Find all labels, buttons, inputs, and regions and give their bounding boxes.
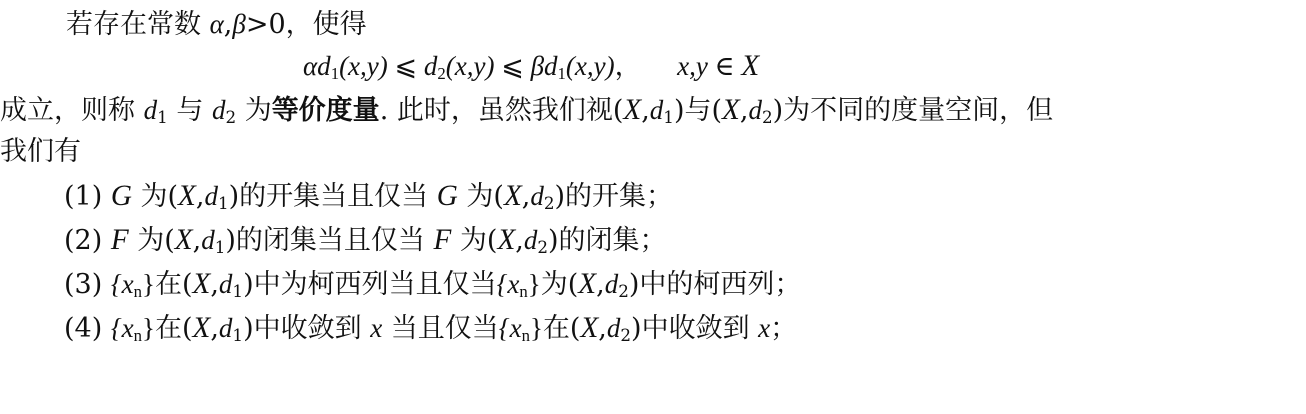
subscript: 1	[232, 281, 244, 302]
list-item	[64, 220, 667, 261]
set-X: X	[174, 224, 193, 256]
display-formula	[303, 46, 759, 86]
intro-prefix: 若存在常数	[66, 9, 201, 40]
subscript: 2	[437, 64, 446, 84]
comma: ,	[195, 181, 205, 212]
metric-d: d	[604, 269, 619, 299]
subscript: n	[133, 282, 142, 302]
item-text: 为(	[466, 181, 504, 212]
comma: ,	[192, 225, 202, 256]
limit-x: x	[370, 313, 383, 343]
subscript: 2	[543, 193, 555, 214]
le-symbol: ⩽	[501, 51, 524, 81]
definition-line-cont	[0, 132, 81, 172]
formula-args: (x,y)	[339, 51, 388, 81]
item-text: )中收敛到	[243, 313, 362, 344]
element-of-symbol: ∈	[714, 51, 735, 81]
subscript: 1	[217, 193, 229, 214]
subscript: 1	[214, 237, 226, 258]
subscript: n	[521, 326, 530, 346]
subscript: 2	[620, 325, 632, 346]
subscript: n	[133, 326, 142, 346]
quantified-vars: x,y	[677, 51, 708, 81]
set-X: X	[192, 268, 211, 300]
subscript: 2	[537, 237, 549, 258]
set-X: X	[741, 50, 760, 82]
subscript: 2	[761, 107, 773, 128]
set-X: X	[503, 180, 522, 212]
def-text: 我们有	[0, 136, 81, 167]
subscript: 2	[618, 281, 629, 302]
le-symbol: ⩽	[394, 51, 418, 81]
comma: ,	[515, 225, 524, 256]
metric-d: d	[204, 181, 218, 211]
set-var: G	[436, 180, 458, 212]
gt-zero-text: >0，使得	[245, 9, 367, 40]
metric-d: d	[143, 95, 158, 125]
item-text: 为(	[137, 225, 175, 256]
item-text: 为(	[540, 269, 579, 300]
def-text: )为不同的度量空间，但	[772, 95, 1054, 126]
definition-line	[0, 90, 1053, 131]
set-X: X	[580, 312, 599, 344]
brace: }	[527, 269, 541, 299]
alpha-symbol: α	[209, 9, 224, 39]
sequence: {x	[110, 313, 134, 343]
metric-d: d	[606, 313, 621, 343]
set-X: X	[192, 312, 211, 344]
separator: ，	[614, 51, 642, 81]
formula-args: (x,y)	[565, 51, 615, 81]
comma: ,	[223, 9, 233, 40]
subscript: 2	[225, 107, 237, 128]
item-number: (1)	[64, 181, 103, 212]
term-equivalent-metric: 等价度量	[271, 95, 380, 126]
comma: ,	[210, 313, 219, 344]
comma: ,	[598, 313, 607, 344]
list-item	[64, 264, 801, 305]
set-var: F	[110, 224, 129, 256]
item-text: 在(	[542, 313, 581, 344]
subscript: 1	[663, 107, 674, 128]
formula-beta-d: βd	[530, 51, 558, 81]
brace: }	[142, 313, 155, 343]
comma: ,	[596, 269, 605, 300]
formula-args: (x,y)	[445, 51, 495, 81]
item-text: 在(	[154, 313, 193, 344]
metric-d: d	[649, 95, 664, 125]
comma: ,	[210, 269, 219, 300]
set-X: X	[497, 224, 516, 256]
metric-d: d	[211, 95, 226, 125]
metric-d: d	[201, 225, 215, 255]
item-text: 在(	[154, 269, 193, 300]
item-text: )的开集当且仅当	[228, 181, 429, 212]
set-X: X	[178, 180, 196, 212]
subscript: n	[519, 282, 528, 302]
def-text: 成立，则称	[0, 95, 135, 126]
comma: ,	[641, 95, 650, 126]
set-X: X	[722, 94, 740, 126]
item-number: (3)	[64, 269, 103, 300]
def-text: )与(	[673, 95, 723, 126]
def-text: 与	[176, 95, 204, 126]
brace: }	[142, 269, 155, 299]
limit-x: x	[758, 313, 771, 343]
set-var: G	[110, 180, 132, 212]
item-text: )的闭集；	[548, 225, 667, 256]
metric-d: d	[218, 269, 233, 299]
def-text: . 此时，虽然我们视(	[379, 95, 624, 126]
item-text: )中的柯西列；	[628, 269, 802, 300]
sequence: {x	[110, 269, 134, 299]
comma: ,	[521, 181, 531, 212]
item-text: )中为柯西列当且仅当	[243, 269, 497, 300]
set-X: X	[623, 94, 642, 126]
intro-line	[66, 4, 367, 45]
sequence: {x	[498, 313, 522, 343]
item-text: )中收敛到	[631, 313, 750, 344]
metric-d: d	[218, 313, 233, 343]
comma: ,	[739, 95, 749, 126]
formula-d2: d	[423, 51, 438, 81]
item-text: )的闭集当且仅当	[225, 225, 425, 256]
item-number: (4)	[64, 313, 103, 344]
item-text: ；	[770, 313, 798, 344]
metric-d: d	[748, 95, 762, 125]
def-text: 为	[244, 95, 272, 126]
item-number: (2)	[64, 225, 103, 256]
item-text: )的开集；	[554, 181, 674, 212]
subscript: 1	[557, 64, 566, 84]
set-var: F	[433, 224, 452, 256]
metric-d: d	[530, 181, 544, 211]
subscript: 1	[232, 325, 244, 346]
item-text: 为(	[140, 181, 179, 212]
item-text: 为(	[459, 225, 498, 256]
formula-alpha-d: αd	[303, 51, 331, 81]
list-item	[64, 176, 673, 217]
beta-symbol: β	[232, 9, 246, 39]
list-item	[64, 308, 797, 349]
set-X: X	[578, 268, 597, 300]
sequence: {x	[496, 269, 520, 299]
brace: }	[529, 313, 543, 343]
subscript: 1	[157, 107, 168, 128]
item-text: 当且仅当	[390, 313, 499, 344]
metric-d: d	[523, 225, 538, 255]
subscript: 1	[330, 64, 340, 84]
